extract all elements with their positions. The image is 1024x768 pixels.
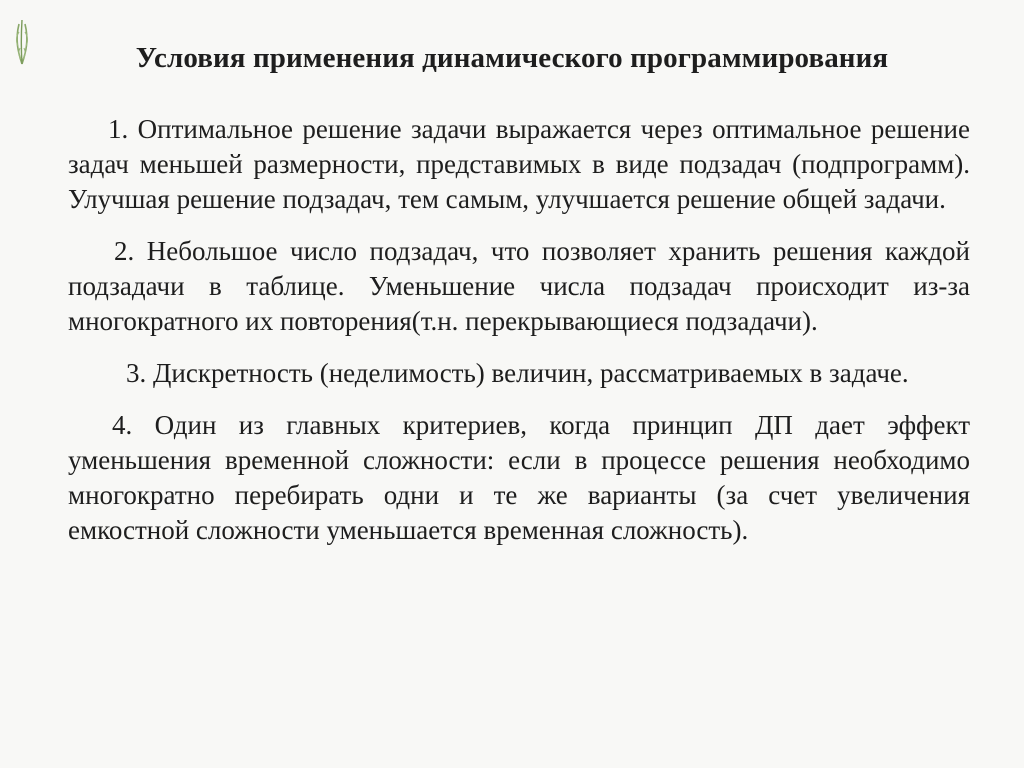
paragraph-4: [68, 408, 970, 548]
paragraph-4-text: Один из главных критериев, когда принцип ДП дает эффект уменьшения временной сложности: если в процессе решения необходимо многократно перебирать одни и те же варианты (за счет увеличения емкостной сложности уменьшается временная сложность).: [68, 410, 971, 545]
paragraph-2: [68, 234, 970, 339]
slide-title: Условия применения динамического программирования: [135, 42, 889, 74]
slide-body: [68, 112, 970, 548]
paragraph-2-number: 2.: [114, 236, 135, 266]
paragraph-1-text: Оптимальное решение задачи выражается через оптимальное решение задач меньшей размерности, представимых в виде подзадач (подпрограмм). Улучшая решение подзадач, тем самым, улучшается решение общей задачи.: [68, 114, 970, 214]
paragraph-2-text: Небольшое число подзадач, что позволяет хранить решения каждой подзадачи в таблице. Уменьшение числа подзадач происходит из-за многократного их повторения(т.н. перекрывающиеся подзадачи).: [68, 236, 971, 336]
paragraph-1: [68, 112, 970, 217]
paragraph-3-text: Дискретность (неделимость) величин, рассматриваемых в задаче.: [153, 358, 909, 388]
paragraph-3-number: 3.: [126, 358, 147, 388]
paragraph-3: [68, 356, 970, 391]
paragraph-1-number: 1.: [108, 114, 129, 144]
paragraph-4-number: 4.: [112, 410, 133, 440]
